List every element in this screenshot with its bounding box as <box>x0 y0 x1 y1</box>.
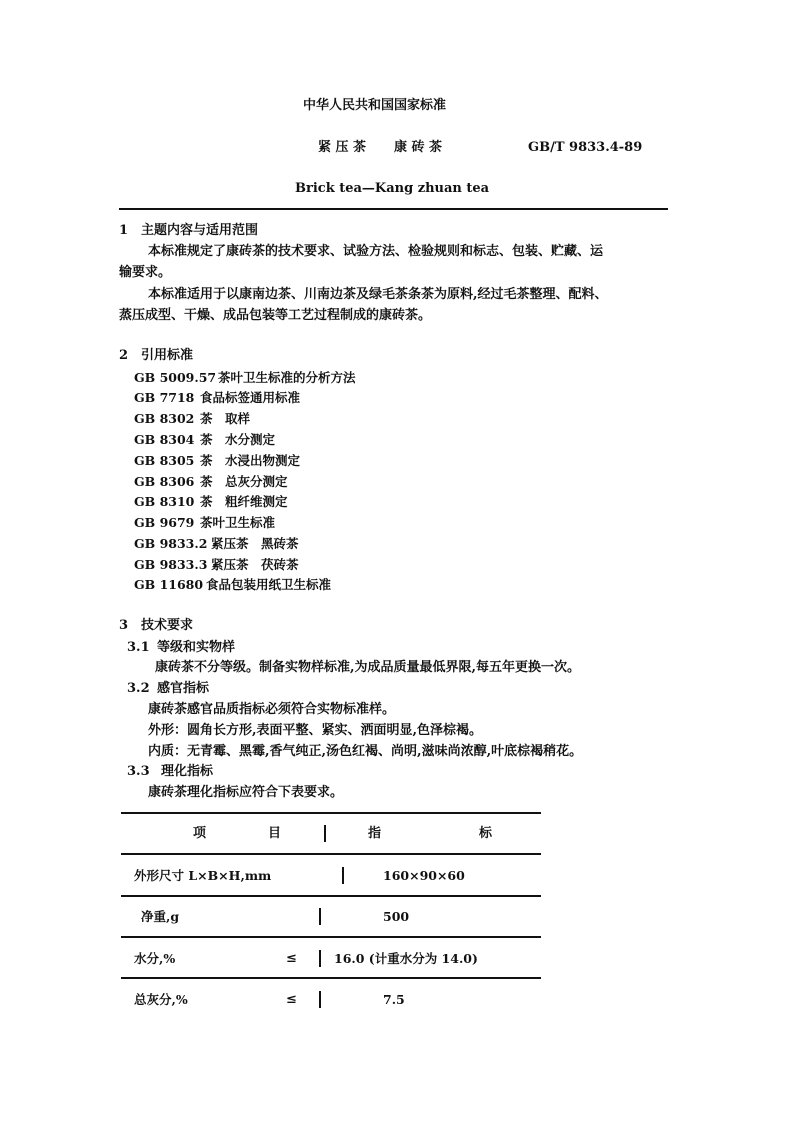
ref-code: GB 9833.3 <box>134 557 208 572</box>
subsection-3-1-heading: 等级和实物样 <box>157 640 236 655</box>
ref-code: GB 9679 <box>134 515 195 530</box>
section1-heading: 主题内容与适用范围 <box>141 223 259 238</box>
table-divider <box>319 950 321 967</box>
subsection-3-3-heading: 理化指标 <box>161 764 214 779</box>
ref-code: GB 7718 <box>134 390 195 405</box>
section1-para2-line2: 蒸压成型、干燥、成品包装等工艺过程制成的康砖茶。 <box>119 308 432 323</box>
subsection-3-3-text: 康砖茶理化指标应符合下表要求。 <box>148 785 344 800</box>
table-header-item: 项 <box>193 826 207 841</box>
table-cell-item: 水分,% <box>134 951 176 966</box>
ref-code: GB 9833.2 <box>134 536 208 551</box>
ref-code: GB 8302 <box>134 411 195 426</box>
english-title: Brick tea—Kang zhuan tea <box>295 181 490 196</box>
table-rule <box>121 812 541 814</box>
ref-title: 茶 水浸出物测定 <box>200 453 301 468</box>
section1-para2-line1: 本标准适用于以康南边茶、川南边茶及绿毛茶条茶为原料,经过毛茶整理、配料、 <box>148 287 608 302</box>
table-cell-value: 16.0 (计重水分为 14.0) <box>334 951 478 966</box>
table-header-item: 目 <box>268 826 282 841</box>
section1-number: 1 <box>119 223 129 238</box>
table-cell-operator: ≤ <box>286 992 297 1007</box>
national-standard-title: 中华人民共和国国家标准 <box>303 98 447 113</box>
ref-title: 食品标签通用标准 <box>200 390 301 405</box>
table-header-value: 指 <box>368 826 382 841</box>
standard-title-part1: 紧 压 茶 <box>318 140 367 155</box>
section3-heading: 技术要求 <box>141 618 194 633</box>
header-rule <box>119 208 668 210</box>
table-rule <box>121 895 541 897</box>
ref-title: 茶 粗纤维测定 <box>200 494 288 509</box>
subsection-3-2-number: 3.2 <box>127 681 150 696</box>
table-cell-value: 160×90×60 <box>383 868 465 883</box>
section3-number: 3 <box>119 618 129 633</box>
table-cell-value: 500 <box>383 909 410 924</box>
ref-code: GB 8306 <box>134 474 195 489</box>
section1-para1-line1: 本标准规定了康砖茶的技术要求、试验方法、检验规则和标志、包装、贮藏、运 <box>148 244 604 259</box>
subsection-3-1-number: 3.1 <box>127 640 150 655</box>
subsection-3-2-text1: 康砖茶感官品质指标必须符合实物标准样。 <box>148 702 396 717</box>
ref-title: 茶 水分测定 <box>200 432 276 447</box>
table-divider <box>319 908 321 925</box>
table-cell-item: 外形尺寸 L×B×H,mm <box>134 868 272 883</box>
ref-title: 茶 总灰分测定 <box>200 474 288 489</box>
section1-para1-line2: 输要求。 <box>119 265 172 280</box>
ref-code: GB 11680 <box>134 577 204 592</box>
table-divider <box>324 825 326 842</box>
table-cell-value: 7.5 <box>383 992 405 1007</box>
ref-title: 茶叶卫生标准 <box>200 515 276 530</box>
ref-title: 紧压茶 茯砖茶 <box>211 557 299 572</box>
table-rule <box>121 936 541 938</box>
ref-code: GB 8310 <box>134 494 195 509</box>
section2-number: 2 <box>119 348 129 363</box>
ref-code: GB 8304 <box>134 432 195 447</box>
standard-code: GB/T 9833.4-89 <box>528 140 643 155</box>
table-cell-item: 净重,g <box>141 909 180 924</box>
subsection-3-2-text2: 外形：圆角长方形,表面平整、紧实、洒面明显,色泽棕褐。 <box>148 723 483 738</box>
table-rule <box>121 977 541 979</box>
subsection-3-2-heading: 感官指标 <box>157 681 210 696</box>
ref-title: 紧压茶 黑砖茶 <box>211 536 299 551</box>
section2-heading: 引用标准 <box>141 348 194 363</box>
table-divider <box>342 867 344 884</box>
table-divider <box>319 991 321 1008</box>
standard-title-part2: 康 砖 茶 <box>394 140 443 155</box>
subsection-3-2-text3: 内质：无青霉、黑霉,香气纯正,汤色红褐、尚明,滋味尚浓醇,叶底棕褐稍花。 <box>148 744 583 759</box>
ref-title: 食品包装用纸卫生标准 <box>206 577 332 592</box>
table-cell-operator: ≤ <box>286 951 297 966</box>
table-cell-item: 总灰分,% <box>134 992 188 1007</box>
ref-code: GB 5009.57 <box>134 370 217 385</box>
ref-code: GB 8305 <box>134 453 195 468</box>
ref-title: 茶 取样 <box>200 411 251 426</box>
table-rule <box>121 853 541 855</box>
table-header-value: 标 <box>479 826 493 841</box>
subsection-3-3-number: 3.3 <box>127 764 150 779</box>
subsection-3-1-text: 康砖茶不分等级。制备实物样标准,为成品质量最低界限,每五年更换一次。 <box>155 660 581 675</box>
ref-title: 茶叶卫生标准的分析方法 <box>218 370 356 385</box>
